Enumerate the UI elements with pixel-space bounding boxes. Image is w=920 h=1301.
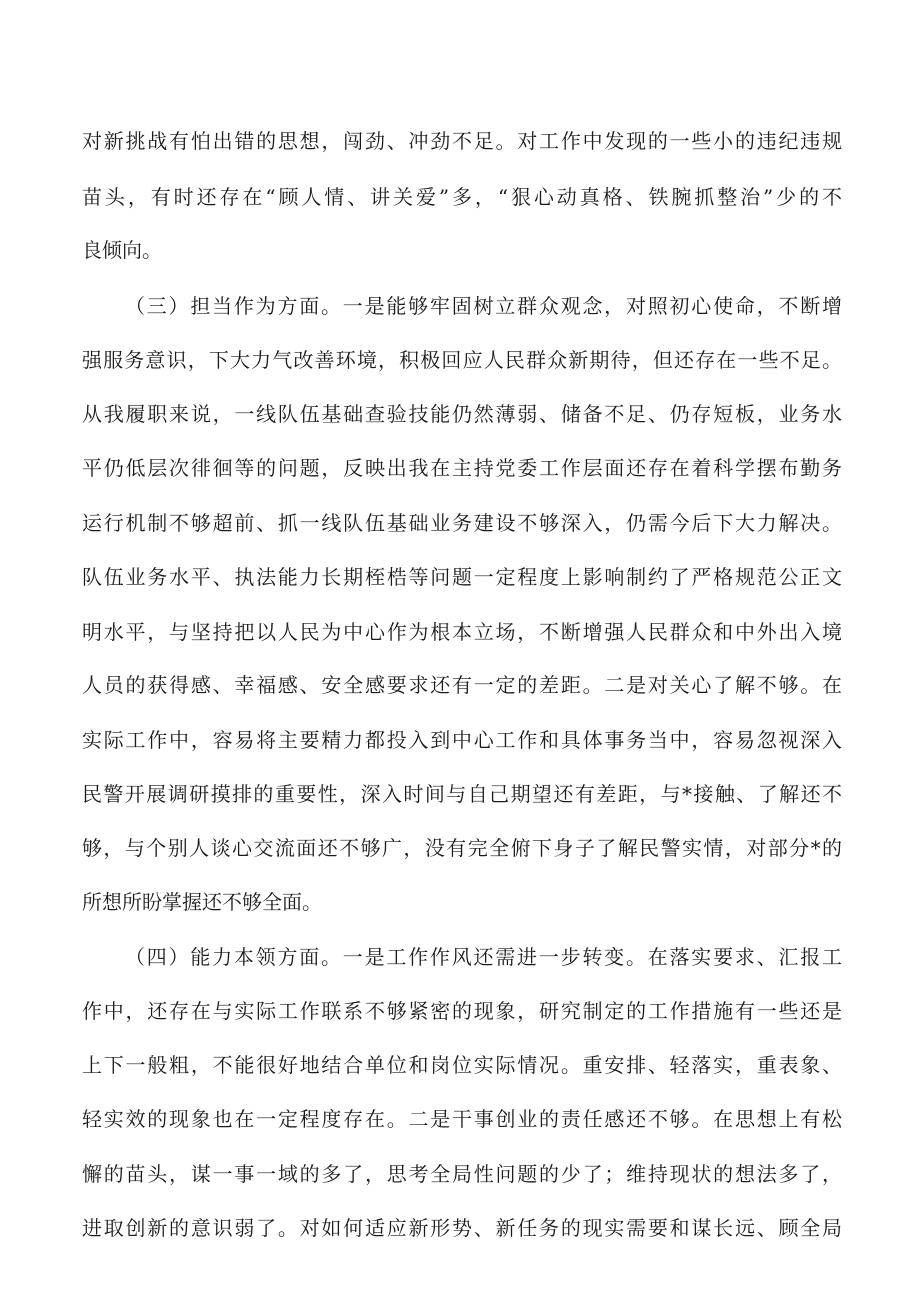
text-line: 所想所盼掌握还不够全面。	[82, 890, 322, 914]
paragraph-heading-line: （三）担当作为方面。一是能够牢固树立群众观念，对照初心使命，不断增	[125, 294, 842, 318]
text-line: 明水平，与坚持把以人民为中心作为根本立场，不断增强人民群众和中外出入境	[82, 620, 842, 644]
text-line: 懈的苗头，谋一事一域的多了，思考全局性问题的少了；维持现状的想法多了，	[82, 1162, 842, 1186]
text-line: 民警开展调研摸排的重要性，深入时间与自己期望还有差距，与*接触、了解还不	[82, 782, 842, 806]
text-line: 实际工作中，容易将主要精力都投入到中心工作和具体事务当中，容易忽视深入	[82, 728, 842, 752]
text-line: 人员的获得感、幸福感、安全感要求还有一定的差距。二是对关心了解不够。在	[82, 673, 842, 697]
text-line: 够，与个别人谈心交流面还不够广，没有完全俯下身子了解民警实情，对部分*的	[82, 836, 842, 860]
text-line: 进取创新的意识弱了。对如何适应新形势、新任务的现实需要和谋长远、顾全局	[82, 1216, 842, 1240]
text-line: 苗头，有时还存在“顾人情、讲关爱”多，“狠心动真格、铁腕抓整治”少的不	[82, 185, 842, 209]
text-line: 从我履职来说，一线队伍基础查验技能仍然薄弱、储备不足、仍存短板，业务水	[82, 402, 842, 426]
text-line: 队伍业务水平、执法能力长期桎梏等问题一定程度上影响制约了严格规范公正文	[82, 565, 842, 589]
text-line: 良倾向。	[82, 238, 162, 262]
text-line: 作中，还存在与实际工作联系不够紧密的现象，研究制定的工作措施有一些还是	[82, 999, 842, 1023]
text-line: 轻实效的现象也在一定程度存在。二是干事创业的责任感还不够。在思想上有松	[82, 1107, 842, 1131]
text-line: 强服务意识，下大力气改善环境，积极回应人民群众新期待，但还存在一些不足。	[82, 348, 842, 372]
text-line: 对新挑战有怕出错的思想，闯劲、冲劲不足。对工作中发现的一些小的违纪违规	[82, 129, 842, 153]
text-line: 平仍低层次徘徊等的问题，反映出我在主持党委工作层面还存在着科学摆布勤务	[82, 456, 842, 480]
paragraph-heading-line: （四）能力本领方面。一是工作作风还需进一步转变。在落实要求、汇报工	[125, 945, 842, 969]
text-line: 上下一般粗，不能很好地结合单位和岗位实际情况。重安排、轻落实，重表象、	[82, 1053, 842, 1077]
text-line: 运行机制不够超前、抓一线队伍基础业务建设不够深入，仍需今后下大力解决。	[82, 511, 842, 535]
